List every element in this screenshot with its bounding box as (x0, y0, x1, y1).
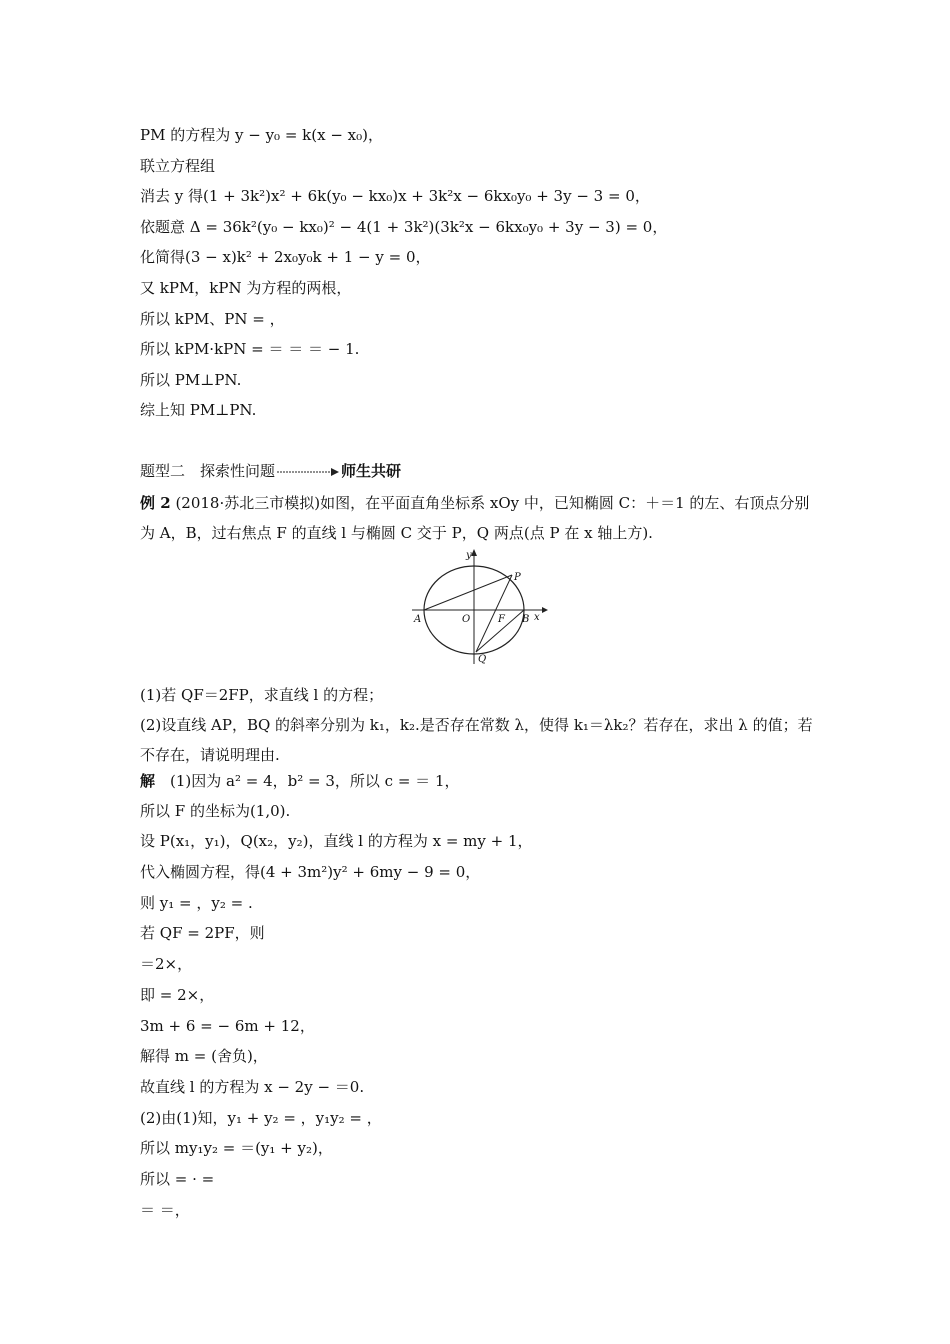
solution-line (140, 892, 253, 914)
solution-text: 所以 F 的坐标为(1,0). (140, 802, 291, 820)
proof-text: 联立方程组 (140, 157, 216, 175)
ellipse-figure (408, 548, 548, 668)
label-O: O (462, 614, 471, 625)
label-A: A (414, 614, 422, 625)
solution-text: 所以 = · = (140, 1170, 215, 1188)
proof-line (140, 338, 359, 360)
section-heading (140, 460, 401, 482)
proof-text: 所以 kPM、PN = ， (140, 310, 285, 328)
x-axis-arrow-icon (542, 607, 548, 613)
proof-text: 所以 PM⊥PN. (140, 371, 242, 389)
proof-line (140, 308, 285, 330)
proof-line (140, 124, 383, 146)
proof-text: 化简得(3 − x)k² + 2x₀y₀k + 1 − y = 0， (140, 248, 431, 266)
proof-line (140, 185, 650, 207)
example-text: (2018·苏北三市模拟)如图，在平面直角坐标系 xOy 中，已知椭圆 C：＋＝1 的左、右顶点分别为 A，B，过右焦点 F 的直线 l 与椭圆 C 交于 P，Q 两点(点 P 在 x 轴上方). (140, 494, 810, 542)
proof-line (140, 399, 256, 421)
section-badge: 师生共研 (341, 462, 402, 480)
solution-text: (2)由(1)知，y₁ + y₂ = ，y₁y₂ = ， (140, 1109, 382, 1127)
question-line (140, 710, 820, 770)
proof-text: PM 的方程为 y − y₀ = k(x − x₀)， (140, 126, 383, 144)
solution-line (140, 1015, 315, 1037)
example-label: 例 2 (140, 494, 171, 512)
solution-line (140, 770, 459, 792)
solution-text: (1)因为 a² = 4，b² = 3，所以 c = ＝ 1， (155, 772, 460, 790)
label-y: y (466, 550, 472, 561)
solution-text: 代入椭圆方程，得(4 + 3m²)y² + 6my − 9 = 0， (140, 863, 481, 881)
solution-line (140, 1168, 214, 1190)
proof-line (140, 216, 667, 238)
solution-text: 若 QF = 2PF，则 (140, 924, 265, 942)
proof-line (140, 155, 215, 177)
solution-text: 故直线 l 的方程为 x − 2y − ＝0. (140, 1078, 365, 1096)
solution-line (140, 953, 192, 975)
solution-line (140, 1137, 333, 1159)
question-line (140, 680, 820, 710)
solution-line (140, 830, 533, 852)
solution-text: 则 y₁ = ，y₂ = . (140, 894, 253, 912)
solution-text: 设 P(x₁，y₁)，Q(x₂，y₂)，直线 l 的方程为 x = my + 1， (140, 832, 533, 850)
question-text: (2)设直线 AP，BQ 的斜率分别为 k₁，k₂.是否存在常数 λ，使得 k₁＝λk₂？若存在，求出 λ 的值；若不存在，请说明理由. (140, 716, 813, 764)
label-F: F (498, 614, 505, 625)
proof-line (140, 277, 351, 299)
y-axis-arrow-icon (471, 549, 477, 556)
proof-text: 综上知 PM⊥PN. (140, 401, 257, 419)
proof-text: 消去 y 得(1 + 3k²)x² + 6k(y₀ − kx₀)x + 3k²x − 6kx₀y₀ + 3y − 3 = 0， (140, 187, 650, 205)
proof-line (140, 369, 241, 391)
solution-text: 3m + 6 = − 6m + 12， (140, 1017, 315, 1035)
solution-line (140, 1199, 190, 1221)
solution-line (140, 1076, 364, 1098)
label-P: P (514, 572, 521, 583)
solution-text: 解得 m = (舍负)， (140, 1047, 268, 1065)
arrow-icon (277, 467, 339, 477)
label-B: B (522, 614, 530, 625)
solution-text: ＝ ＝， (140, 1201, 190, 1219)
proof-text: 所以 kPM·kPN = ＝ ＝ ＝ − 1. (140, 340, 360, 358)
solution-text: ＝2×， (140, 955, 193, 973)
solution-text: 所以 my₁y₂ = ＝(y₁ + y₂)， (140, 1139, 333, 1157)
label-Q: Q (478, 654, 487, 665)
solution-line (140, 861, 480, 883)
solution-line (140, 1045, 268, 1067)
proof-line (140, 246, 431, 268)
section-label: 题型二 探索性问题 (140, 462, 276, 480)
solution-text: 即 = 2×， (140, 986, 215, 1004)
solution-line (140, 984, 214, 1006)
ellipse-diagram (408, 548, 548, 668)
proof-text: 依题意 Δ = 36k²(y₀ − kx₀)² − 4(1 + 3k²)(3k²x − 6kx₀y₀ + 3y − 3) = 0， (140, 218, 668, 236)
label-x: x (534, 612, 540, 623)
question-text: (1)若 QF＝2FP，求直线 l 的方程； (140, 686, 384, 704)
solution-line (140, 1107, 382, 1129)
proof-text: 又 kPM，kPN 为方程的两根， (140, 279, 352, 297)
solution-line (140, 800, 290, 822)
solution-label: 解 (140, 772, 156, 790)
example-statement (140, 488, 820, 548)
line-PQ (476, 575, 512, 652)
solution-line (140, 922, 265, 944)
